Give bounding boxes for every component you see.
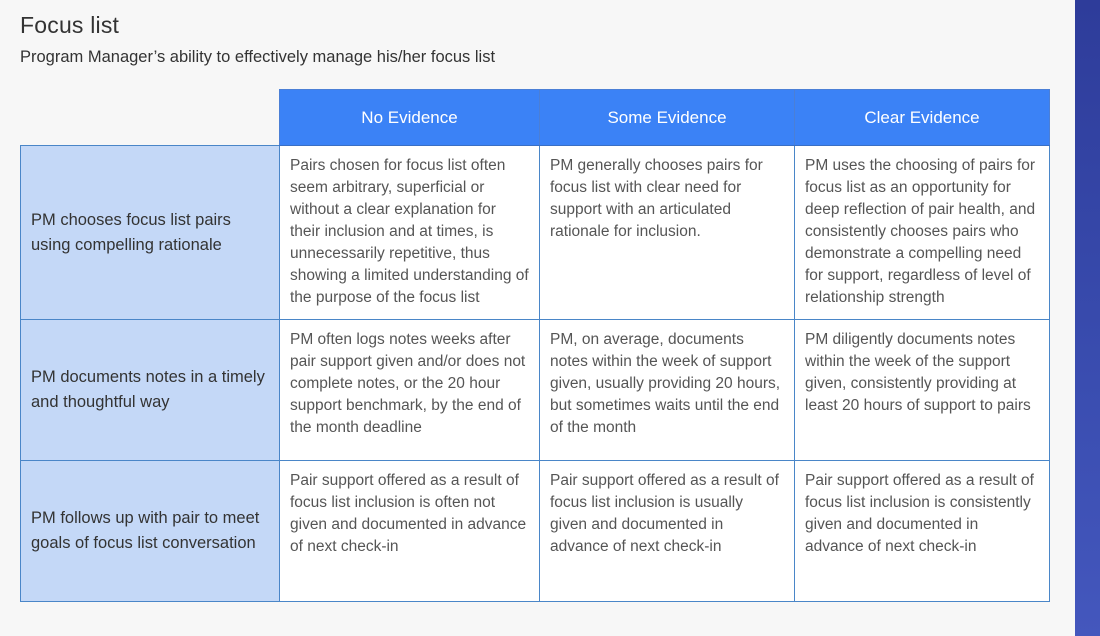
criterion-cell: PM chooses focus list pairs using compelling rationale: [21, 146, 280, 320]
table-cell: Pairs chosen for focus list often seem arbitrary, superficial or without a clear explanation for their inclusion and at times, is unnecessarily repetitive, thus showing a limited understanding of the purpose of the focus list: [280, 146, 540, 320]
criterion-cell: PM follows up with pair to meet goals of focus list conversation: [21, 461, 280, 602]
table-cell: PM generally chooses pairs for focus list with clear need for support with an articulated rationale for inclusion.: [540, 146, 795, 320]
column-header-no-evidence: No Evidence: [280, 90, 540, 146]
criterion-cell: PM documents notes in a timely and thoughtful way: [21, 320, 280, 461]
rubric-table: [20, 89, 1050, 602]
table-cell: PM often logs notes weeks after pair support given and/or does not complete notes, or the 20 hour support benchmark, by the end of the month deadline: [280, 320, 540, 461]
column-header-some-evidence: Some Evidence: [540, 90, 795, 146]
column-header-clear-evidence: Clear Evidence: [795, 90, 1050, 146]
table-row: [21, 461, 1050, 602]
table-row: [21, 320, 1050, 461]
page-title: Focus list: [20, 12, 120, 38]
table-cell: Pair support offered as a result of focus list inclusion is consistently given and documented in advance of next check-in: [795, 461, 1050, 602]
page-subtitle: Program Manager’s ability to effectively manage his/her focus list: [20, 48, 496, 66]
right-side-bar: [1075, 0, 1100, 636]
table-cell: Pair support offered as a result of focus list inclusion is often not given and documented in advance of next check-in: [280, 461, 540, 602]
table-cell: PM uses the choosing of pairs for focus list as an opportunity for deep reflection of pair health, and consistently chooses pairs who demonstrate a compelling need for support, regardless of level of relationship strength: [795, 146, 1050, 320]
table-row: [21, 146, 1050, 320]
table-cell: PM, on average, documents notes within the week of support given, usually providing 20 hours, but sometimes waits until the end of the month: [540, 320, 795, 461]
table-corner: [21, 90, 280, 146]
table-cell: PM diligently documents notes within the week of the support given, consistently providing at least 20 hours of support to pairs: [795, 320, 1050, 461]
table-cell: Pair support offered as a result of focus list inclusion is usually given and documented in advance of next check-in: [540, 461, 795, 602]
